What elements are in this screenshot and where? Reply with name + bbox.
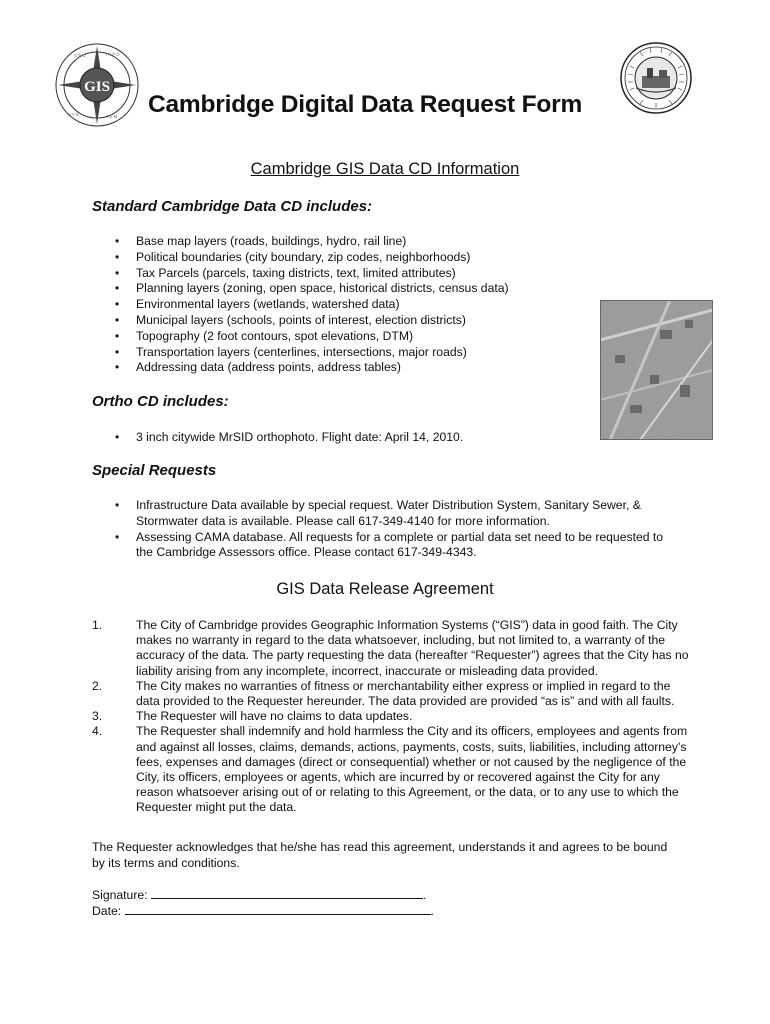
acknowledgement-text: The Requester acknowledges that he/she has read this agreement, understands it and agrees to be bound by its terms and conditions. bbox=[92, 840, 668, 870]
list-item: • Municipal layers (schools, points of interest, election districts) bbox=[92, 313, 602, 329]
agreement-list bbox=[92, 618, 692, 816]
item-number: 2. bbox=[92, 678, 103, 693]
list-item: • Planning layers (zoning, open space, historical districts, census data) bbox=[92, 281, 602, 297]
list-item: • Base map layers (roads, buildings, hydro, rail line) bbox=[92, 234, 602, 250]
agreement-item bbox=[92, 709, 692, 724]
signature-row bbox=[92, 886, 426, 902]
signature-line-end: . bbox=[422, 888, 427, 902]
signature-label: Signature: bbox=[92, 888, 148, 902]
svg-text:S Y S: S Y S bbox=[68, 112, 79, 117]
svg-text:T E M: T E M bbox=[106, 114, 118, 119]
standard-cd-list bbox=[92, 234, 602, 376]
gis-logo-text: GIS bbox=[84, 79, 110, 95]
gis-logo-icon bbox=[54, 42, 140, 128]
cd-info-heading: Cambridge GIS Data CD Information bbox=[250, 160, 520, 178]
standard-cd-heading: Standard Cambridge Data CD includes: bbox=[92, 198, 373, 215]
list-item: • Transportation layers (centerlines, intersections, major roads) bbox=[92, 345, 602, 361]
item-text: The Requester will have no claims to data updates. bbox=[136, 709, 413, 724]
list-item: • Environmental layers (wetlands, watershed data) bbox=[92, 297, 602, 313]
list-item: • Political boundaries (city boundary, zip codes, neighborhoods) bbox=[92, 250, 602, 266]
ortho-cd-list bbox=[92, 430, 612, 446]
item-number: 1. bbox=[92, 618, 103, 632]
agreement-item bbox=[92, 618, 692, 679]
agreement-item bbox=[92, 679, 692, 709]
date-line-end: . bbox=[430, 904, 434, 918]
list-item: • Tax Parcels (parcels, taxing districts, text, limited attributes) bbox=[92, 266, 602, 282]
date-row bbox=[92, 902, 434, 918]
item-text: The City makes no warranties of fitness or merchantability either express or implied in regard to the data provided to the Requester hereunder. The data provided are provided “as is” and with all faults. bbox=[136, 678, 675, 709]
item-text: The Requester shall indemnify and hold harmless the City and its officers, employees and agents from and against all losses, claims, demands, actions, payments, costs, suits, liabilities, including attorney’s fees, expenses and damages (direct or consequential) whether or not caused by the negligence of the City, its officers, employees or agents, which are incurred by or recovered against the City for any reason whatsoever arising out of or relating to this Agreement, or the data, or to any use to which the Requester might put the data. bbox=[136, 724, 688, 815]
signature-line[interactable] bbox=[151, 886, 423, 899]
item-number: 3. bbox=[92, 709, 103, 724]
item-number: 4. bbox=[92, 724, 103, 739]
aerial-photo-thumbnail bbox=[600, 300, 713, 440]
special-requests-list bbox=[92, 498, 682, 561]
list-item: • Addressing data (address points, address tables) bbox=[92, 360, 602, 376]
special-requests-heading: Special Requests bbox=[92, 462, 217, 479]
list-item: • Infrastructure Data available by special request. Water Distribution System, Sanitary Sewer, & Stormwater data is available. Please call 617-349-4140 for more information. bbox=[92, 498, 682, 530]
date-label: Date: bbox=[92, 904, 122, 918]
svg-text:G E O: G E O bbox=[74, 53, 86, 58]
date-line[interactable] bbox=[125, 902, 431, 915]
page-title: Cambridge Digital Data Request Form bbox=[148, 91, 583, 118]
list-item: • Topography (2 foot contours, spot elevations, DTM) bbox=[92, 329, 602, 345]
ortho-cd-heading: Ortho CD includes: bbox=[92, 393, 229, 410]
agreement-heading: GIS Data Release Agreement bbox=[276, 580, 494, 598]
svg-text:I N F O: I N F O bbox=[106, 52, 120, 57]
list-item: • 3 inch citywide MrSID orthophoto. Flight date: April 14, 2010. bbox=[92, 430, 612, 446]
item-text: The City of Cambridge provides Geographic Information Systems (“GIS”) data in good faith. The City makes no warranty in regard to the data whatsoever, including, but not limited to, a warranty of the accuracy of the data. The party requesting the data (hereafter “Requester”) agrees that the City has no liability arising from any incomplete, incorrect, inaccurate or misleading data provided. bbox=[136, 618, 689, 678]
list-item: • Assessing CAMA database. All requests for a complete or partial data set need to be requested to the Cambridge Assessors office. Please contact 617-349-4343. bbox=[92, 530, 682, 562]
agreement-item bbox=[92, 724, 692, 815]
city-seal-icon bbox=[620, 42, 692, 114]
